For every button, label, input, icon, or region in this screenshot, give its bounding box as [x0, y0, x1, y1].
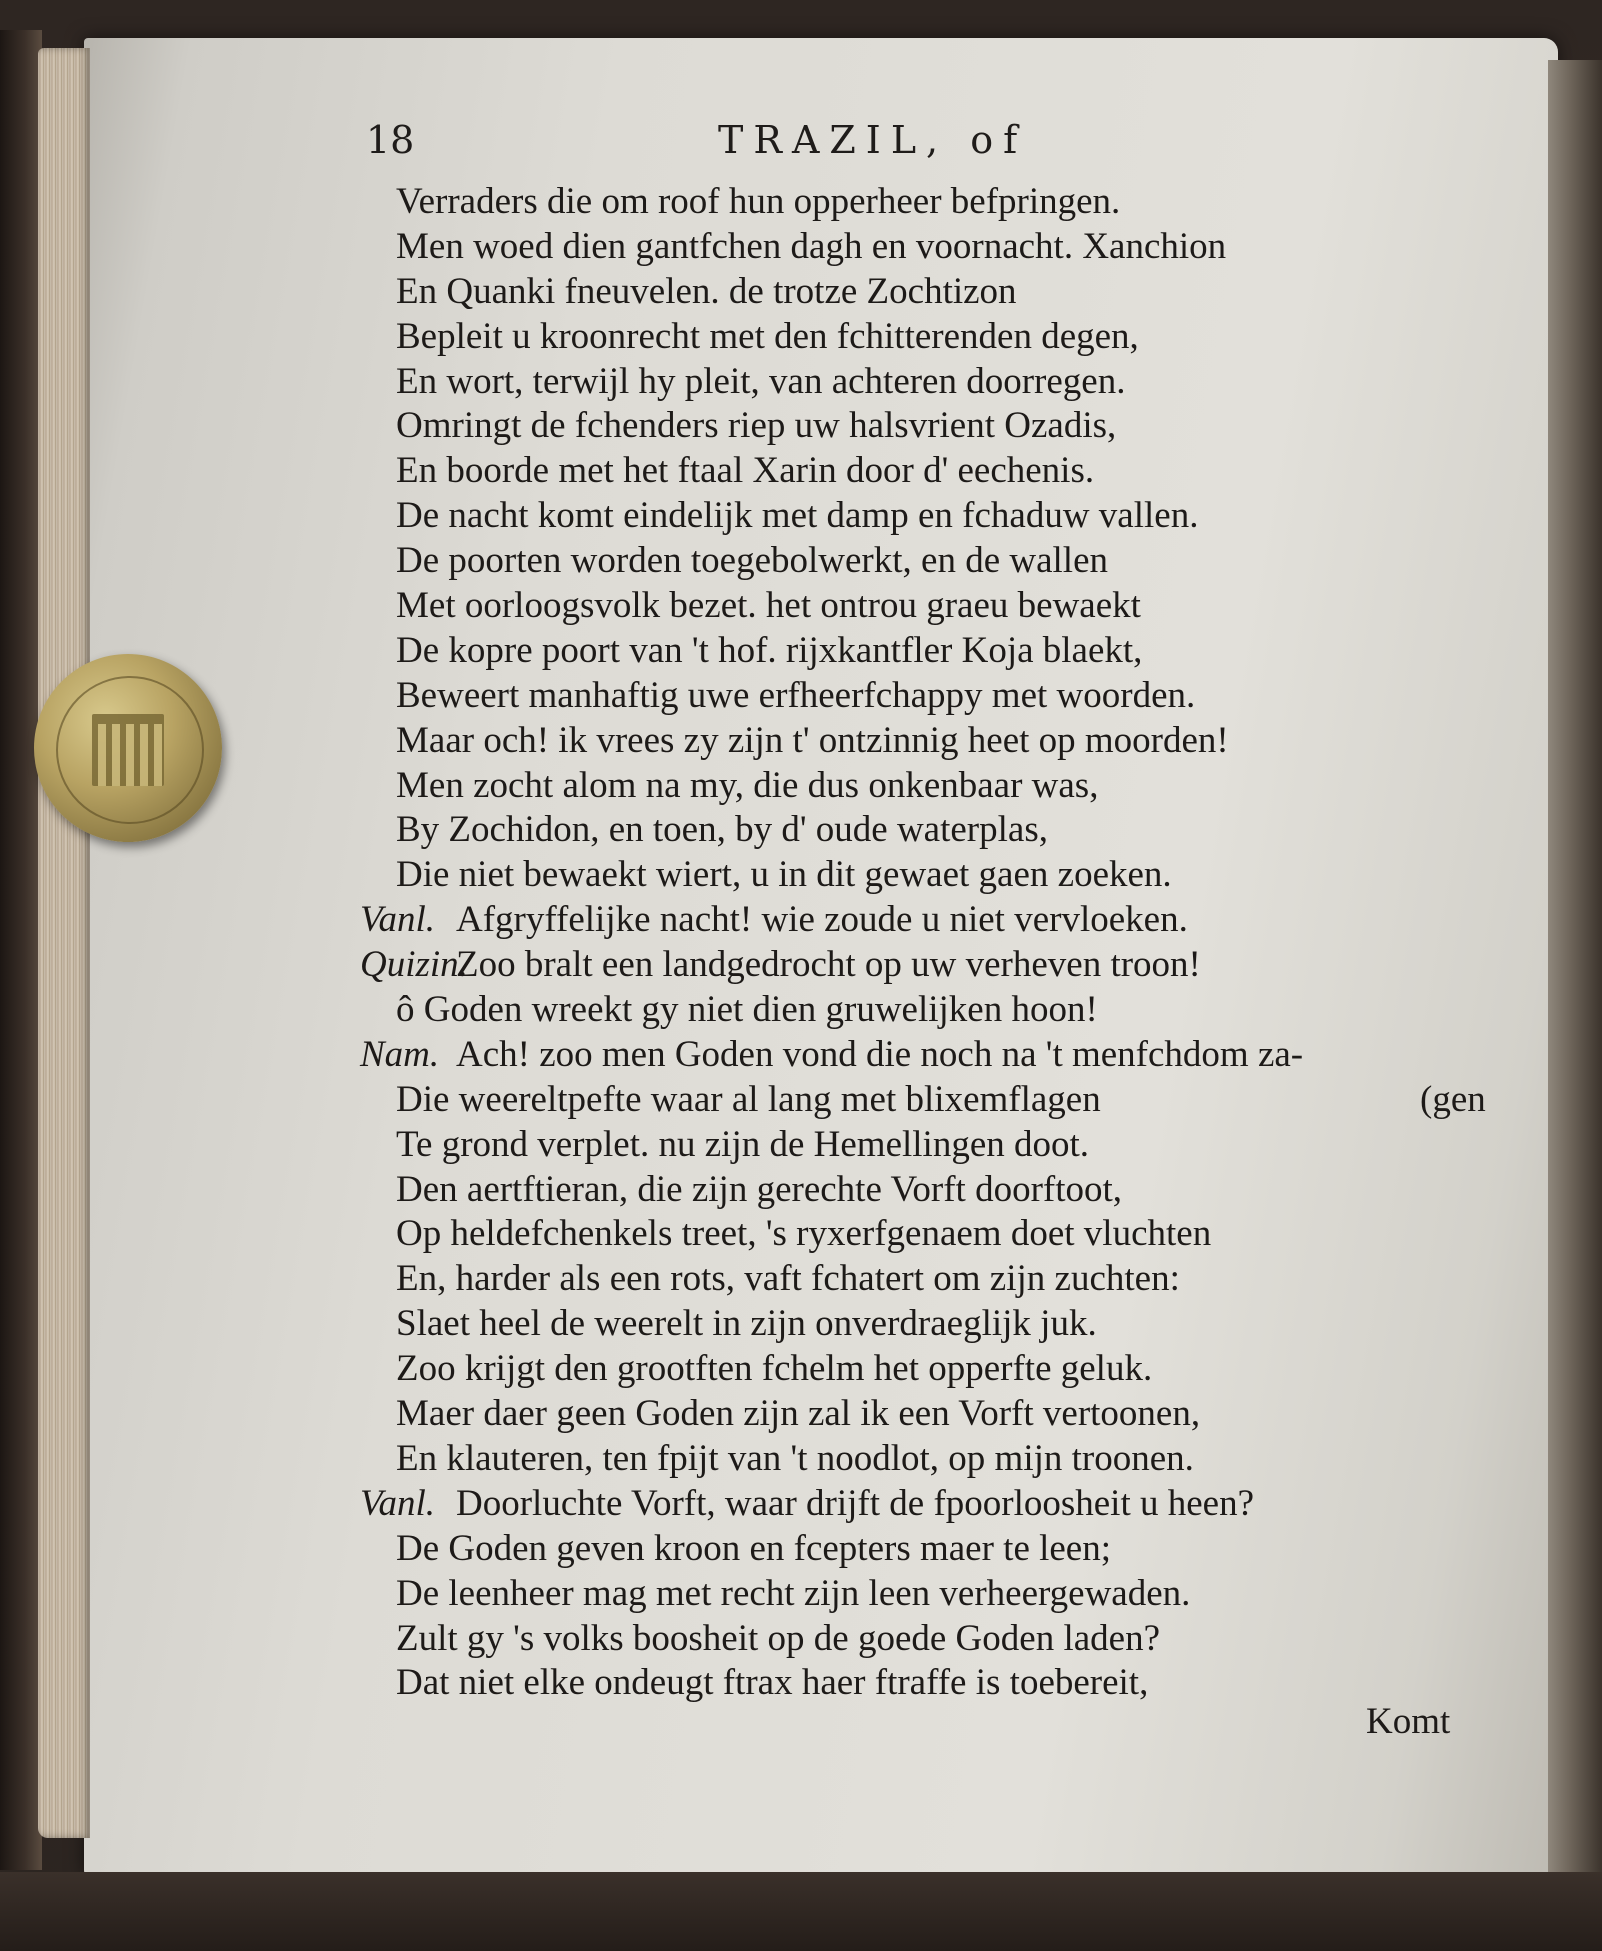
verse-line — [370, 1302, 1490, 1347]
speaker-label: Nam. — [360, 1033, 440, 1075]
coin-gate-emblem — [92, 714, 164, 786]
catchword: Komt — [1366, 1701, 1451, 1742]
verse-line — [370, 584, 1490, 629]
running-title: TRAZIL, of — [718, 118, 1028, 162]
verse-text: Beweert manhaftig uwe erfheerfchappy met woorden. — [396, 674, 1196, 716]
book-cover-left — [0, 30, 42, 1870]
page-number: 18 — [366, 118, 415, 162]
verse-line — [370, 1212, 1490, 1257]
page-stack-edge — [38, 48, 90, 1838]
verse-text: Omringt de fchenders riep uw halsvrient Ozadis, — [396, 405, 1117, 447]
verse-line — [370, 404, 1490, 449]
verse-text: Zoo bralt een landgedrocht op uw verheven troon! — [456, 944, 1201, 986]
verse-line — [370, 1617, 1490, 1662]
verse-line — [370, 539, 1490, 584]
verse-text: De Goden geven kroon en fcepters maer te leen; — [396, 1527, 1112, 1569]
verse-text: Op heldefchenkels treet, 's ryxerfgenaem doet vluchten — [396, 1213, 1212, 1255]
verse-text: Verraders die om roof hun opperheer befpringen. — [396, 181, 1121, 222]
verse-line — [370, 1078, 1490, 1123]
verse-text: Maer daer geen Goden zijn zal ik een Vorft vertoonen, — [396, 1393, 1201, 1435]
verse-text: Met oorloogsvolk bezet. het ontrou graeu bewaekt — [396, 585, 1141, 627]
verse-text: En Quanki fneuvelen. de trotze Zochtizon — [396, 270, 1017, 312]
turnover-fragment: (gen — [1420, 1078, 1486, 1120]
verse-line — [370, 988, 1490, 1033]
verse-line — [360, 943, 1490, 988]
verse-text: De leenheer mag met recht zijn leen verheergewaden. — [396, 1572, 1191, 1614]
verse-text: Zult gy 's volks boosheit op de goede Goden laden? — [396, 1617, 1160, 1659]
verse-line — [370, 1572, 1490, 1617]
coin — [34, 654, 222, 842]
verse-text: ô Goden wreekt gy niet dien gruwelijken hoon! — [396, 989, 1098, 1031]
verse-line — [370, 674, 1490, 719]
verse-text: Ach! zoo men Goden vond die noch na 't menfchdom za- — [456, 1033, 1304, 1075]
verse-line — [370, 1527, 1490, 1572]
verse-line — [370, 449, 1490, 494]
verse-line — [370, 629, 1490, 674]
verse-text: Men zocht alom na my, die dus onkenbaar was, — [396, 764, 1099, 806]
verse-line — [370, 808, 1490, 853]
verse-line — [370, 1437, 1490, 1482]
speaker-label: Vanl. — [360, 899, 436, 941]
verse-text: Men woed dien gantfchen dagh en voornacht. Xanchion — [396, 225, 1227, 267]
verse-text: Die weereltpefte waar al lang met blixemflagen — [396, 1078, 1101, 1120]
verse-text: De poorten worden toegebolwerkt, en de wallen — [396, 540, 1108, 582]
verse-text: Slaet heel de weerelt in zijn onverdraeglijk juk. — [396, 1303, 1097, 1345]
verse-line — [370, 1392, 1490, 1437]
verse-text: Te grond verplet. nu zijn de Hemellingen doot. — [396, 1123, 1090, 1165]
verse-line — [370, 1661, 1490, 1706]
speaker-label: Quizin. — [360, 944, 468, 986]
verse-text: En wort, terwijl hy pleit, van achteren doorregen. — [396, 360, 1126, 402]
verse-line — [370, 719, 1490, 764]
verse-text: De nacht komt eindelijk met damp en fchaduw vallen. — [396, 495, 1199, 537]
table-surface — [0, 1872, 1602, 1951]
verse-text: Die niet bewaekt wiert, u in dit gewaet gaen zoeken. — [396, 854, 1172, 896]
verse-block — [360, 180, 1490, 1706]
verse-line — [370, 1347, 1490, 1392]
verse-text: En boorde met het ftaal Xarin door d' eechenis. — [396, 450, 1095, 492]
verse-line — [370, 315, 1490, 360]
verse-line — [360, 898, 1490, 943]
verse-line — [370, 764, 1490, 809]
verse-text: Maar och! ik vrees zy zijn t' ontzinnig heet op moorden! — [396, 719, 1229, 761]
verse-line — [370, 1168, 1490, 1213]
book-gutter-right — [1548, 60, 1602, 1880]
verse-line — [370, 1123, 1490, 1168]
verse-line — [370, 360, 1490, 405]
verse-line — [370, 494, 1490, 539]
verse-line — [370, 180, 1490, 225]
verse-line — [360, 1482, 1490, 1527]
verse-text: Bepleit u kroonrecht met den fchitterenden degen, — [396, 315, 1139, 357]
verse-text: En klauteren, ten fpijt van 't noodlot, op mijn troonen. — [396, 1437, 1194, 1479]
verse-text: Doorluchte Vorft, waar drijft de fpoorloosheit u heen? — [456, 1482, 1255, 1524]
verse-line — [360, 1033, 1490, 1078]
verse-text: Afgryffelijke nacht! wie zoude u niet vervloeken. — [456, 899, 1188, 941]
verse-text: Zoo krijgt den grootften fchelm het opperfte geluk. — [396, 1348, 1153, 1390]
speaker-label: Vanl. — [360, 1482, 436, 1524]
verse-line — [370, 225, 1490, 270]
verse-text: En, harder als een rots, vaft fchatert om zijn zuchten: — [396, 1258, 1180, 1300]
verse-text: Den aertftieran, die zijn gerechte Vorft doorftoot, — [396, 1168, 1123, 1210]
verse-line — [370, 1257, 1490, 1302]
verse-text: De kopre poort van 't hof. rijxkantfler Koja blaekt, — [396, 629, 1143, 671]
verse-text: Dat niet elke ondeugt ftrax haer ftraffe is toebereit, — [396, 1662, 1149, 1704]
verse-text: By Zochidon, en toen, by d' oude waterplas, — [396, 809, 1048, 851]
verse-line — [370, 853, 1490, 898]
verse-line — [370, 270, 1490, 315]
